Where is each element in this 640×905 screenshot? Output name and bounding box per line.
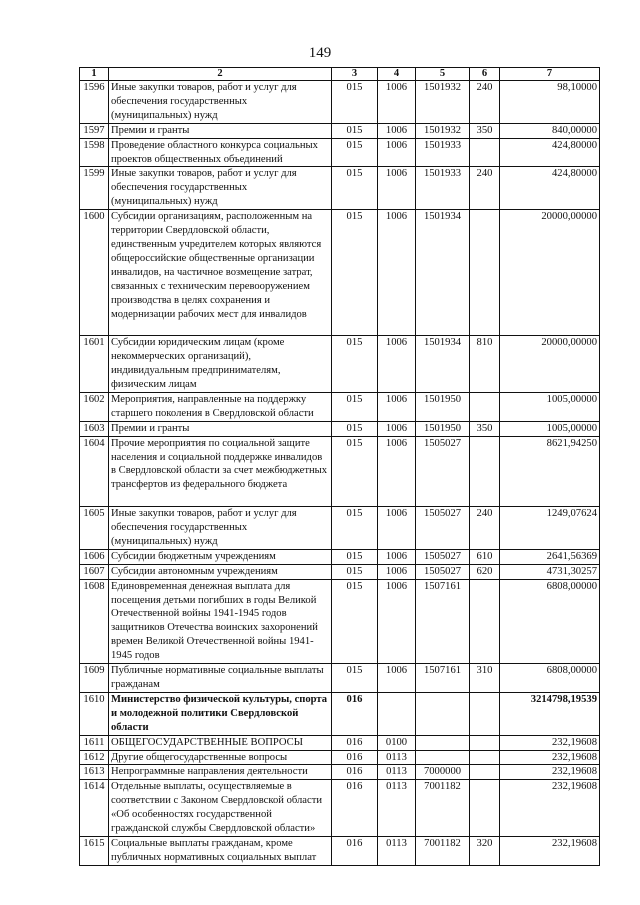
table-row xyxy=(80,436,600,507)
row-expense-type-code xyxy=(470,750,500,765)
row-name: Единовременная денежная выплата для посещения детьми погибших в годы Великой Отечественной войны 1941-1945 годов защитников Отечества воинских захоронений времен Великой Отечественной войны 1941-1945 годов xyxy=(109,579,332,663)
row-name: Отдельные выплаты, осуществляемые в соответствии с Законом Свердловской области «Об особенностях государственной гражданской службы Свердловской области» xyxy=(109,780,332,837)
row-name: Субсидии автономным учреждениям xyxy=(109,564,332,579)
row-target-code: 7001182 xyxy=(416,780,470,837)
row-target-code xyxy=(416,735,470,750)
table-row xyxy=(80,750,600,765)
row-expense-type-code: 240 xyxy=(470,81,500,124)
row-ministry-code: 015 xyxy=(332,138,378,167)
row-number: 1601 xyxy=(80,336,109,393)
row-target-code: 7000000 xyxy=(416,765,470,780)
row-name: Субсидии бюджетным учреждениям xyxy=(109,549,332,564)
row-section-code: 1006 xyxy=(378,123,416,138)
row-name: Иные закупки товаров, работ и услуг для обеспечения государственных (муниципальных) нужд xyxy=(109,167,332,210)
row-expense-type-code: 810 xyxy=(470,336,500,393)
row-target-code xyxy=(416,692,470,735)
row-target-code: 1505027 xyxy=(416,564,470,579)
row-target-code: 7001182 xyxy=(416,836,470,865)
row-amount: 6808,00000 xyxy=(500,664,600,693)
row-expense-type-code xyxy=(470,579,500,663)
row-expense-type-code xyxy=(470,692,500,735)
row-name: Прочие мероприятия по социальной защите населения и социальной поддержке инвалидов в Свердловской области за счет межбюджетных трансфертов из федерального бюджета xyxy=(109,436,332,507)
row-expense-type-code xyxy=(470,392,500,421)
table-row xyxy=(80,81,600,124)
table-row xyxy=(80,664,600,693)
row-number: 1599 xyxy=(80,167,109,210)
row-amount: 232,19608 xyxy=(500,836,600,865)
row-amount: 20000,00000 xyxy=(500,336,600,393)
row-amount: 6808,00000 xyxy=(500,579,600,663)
row-target-code: 1501934 xyxy=(416,210,470,336)
row-amount: 424,80000 xyxy=(500,167,600,210)
table-row xyxy=(80,392,600,421)
row-target-code: 1501932 xyxy=(416,123,470,138)
table-row xyxy=(80,336,600,393)
row-target-code: 1501934 xyxy=(416,336,470,393)
row-ministry-code: 015 xyxy=(332,421,378,436)
row-number: 1605 xyxy=(80,507,109,550)
row-ministry-code: 015 xyxy=(332,210,378,336)
row-name: ОБЩЕГОСУДАРСТВЕННЫЕ ВОПРОСЫ xyxy=(109,735,332,750)
table-row xyxy=(80,549,600,564)
row-amount: 232,19608 xyxy=(500,735,600,750)
row-expense-type-code xyxy=(470,735,500,750)
table-row xyxy=(80,692,600,735)
row-name: Премии и гранты xyxy=(109,123,332,138)
row-target-code: 1505027 xyxy=(416,507,470,550)
row-section-code: 0113 xyxy=(378,780,416,837)
row-expense-type-code xyxy=(470,780,500,837)
row-amount: 4731,30257 xyxy=(500,564,600,579)
row-section-code: 0100 xyxy=(378,735,416,750)
budget-table xyxy=(79,67,600,866)
table-row xyxy=(80,579,600,663)
row-number: 1600 xyxy=(80,210,109,336)
row-target-code: 1507161 xyxy=(416,579,470,663)
row-number: 1602 xyxy=(80,392,109,421)
row-amount: 98,10000 xyxy=(500,81,600,124)
row-expense-type-code xyxy=(470,765,500,780)
row-section-code: 1006 xyxy=(378,436,416,507)
row-section-code: 0113 xyxy=(378,765,416,780)
row-number: 1608 xyxy=(80,579,109,663)
row-ministry-code: 015 xyxy=(332,336,378,393)
header-col-1: 1 xyxy=(80,68,109,81)
row-number: 1610 xyxy=(80,692,109,735)
page-number: 149 xyxy=(308,45,332,61)
row-ministry-code: 015 xyxy=(332,549,378,564)
row-target-code: 1501933 xyxy=(416,138,470,167)
row-ministry-code: 015 xyxy=(332,392,378,421)
row-section-code: 1006 xyxy=(378,81,416,124)
row-target-code xyxy=(416,750,470,765)
row-number: 1603 xyxy=(80,421,109,436)
row-target-code: 1501950 xyxy=(416,392,470,421)
header-row xyxy=(80,68,600,81)
row-ministry-code: 015 xyxy=(332,507,378,550)
row-name: Субсидии организациям, расположенным на территории Свердловской области, единственным учредителем которых являются общероссийские общественные организации инвалидов, на частичное возмещение затрат, связанных с техническим перевооружением производства в целях сохранения и модернизации рабочих мест для инвалидов xyxy=(109,210,332,336)
header-col-7: 7 xyxy=(500,68,600,81)
row-expense-type-code: 240 xyxy=(470,507,500,550)
table-row xyxy=(80,780,600,837)
row-ministry-code: 015 xyxy=(332,579,378,663)
table-row xyxy=(80,167,600,210)
row-amount: 232,19608 xyxy=(500,765,600,780)
row-name: Министерство физической культуры, спорта и молодежной политики Свердловской области xyxy=(109,692,332,735)
row-section-code: 1006 xyxy=(378,138,416,167)
row-number: 1606 xyxy=(80,549,109,564)
row-number: 1613 xyxy=(80,765,109,780)
row-ministry-code: 016 xyxy=(332,836,378,865)
header-col-3: 3 xyxy=(332,68,378,81)
row-section-code: 1006 xyxy=(378,664,416,693)
row-amount: 1005,00000 xyxy=(500,421,600,436)
table-row xyxy=(80,836,600,865)
row-section-code: 1006 xyxy=(378,579,416,663)
row-name: Публичные нормативные социальные выплаты гражданам xyxy=(109,664,332,693)
row-number: 1604 xyxy=(80,436,109,507)
row-section-code: 1006 xyxy=(378,336,416,393)
row-target-code: 1501932 xyxy=(416,81,470,124)
row-number: 1612 xyxy=(80,750,109,765)
row-section-code: 1006 xyxy=(378,392,416,421)
table-row xyxy=(80,564,600,579)
row-ministry-code: 015 xyxy=(332,436,378,507)
row-target-code: 1501950 xyxy=(416,421,470,436)
row-section-code: 1006 xyxy=(378,549,416,564)
row-section-code: 1006 xyxy=(378,507,416,550)
table-row xyxy=(80,765,600,780)
row-amount: 232,19608 xyxy=(500,750,600,765)
table-row xyxy=(80,507,600,550)
row-expense-type-code xyxy=(470,436,500,507)
row-name: Субсидии юридическим лицам (кроме некоммерческих организаций), индивидуальным предпринимателям, физическим лицам xyxy=(109,336,332,393)
row-target-code: 1505027 xyxy=(416,436,470,507)
row-name: Иные закупки товаров, работ и услуг для обеспечения государственных (муниципальных) нужд xyxy=(109,507,332,550)
header-col-6: 6 xyxy=(470,68,500,81)
row-target-code: 1501933 xyxy=(416,167,470,210)
row-section-code: 1006 xyxy=(378,564,416,579)
row-amount: 840,00000 xyxy=(500,123,600,138)
row-section-code: 1006 xyxy=(378,167,416,210)
row-ministry-code: 016 xyxy=(332,735,378,750)
row-name: Иные закупки товаров, работ и услуг для обеспечения государственных (муниципальных) нужд xyxy=(109,81,332,124)
row-expense-type-code: 350 xyxy=(470,123,500,138)
row-amount: 232,19608 xyxy=(500,780,600,837)
row-name: Другие общегосударственные вопросы xyxy=(109,750,332,765)
row-section-code: 1006 xyxy=(378,210,416,336)
row-target-code: 1507161 xyxy=(416,664,470,693)
row-amount: 3214798,19539 xyxy=(500,692,600,735)
row-number: 1615 xyxy=(80,836,109,865)
row-name: Проведение областного конкурса социальных проектов общественных объединений xyxy=(109,138,332,167)
row-ministry-code: 015 xyxy=(332,167,378,210)
row-ministry-code: 015 xyxy=(332,123,378,138)
row-expense-type-code: 350 xyxy=(470,421,500,436)
header-col-4: 4 xyxy=(378,68,416,81)
header-col-2: 2 xyxy=(109,68,332,81)
table-row xyxy=(80,138,600,167)
table-row xyxy=(80,210,600,336)
row-ministry-code: 015 xyxy=(332,81,378,124)
row-expense-type-code: 320 xyxy=(470,836,500,865)
row-ministry-code: 016 xyxy=(332,692,378,735)
row-number: 1609 xyxy=(80,664,109,693)
row-ministry-code: 016 xyxy=(332,750,378,765)
table-row xyxy=(80,123,600,138)
row-ministry-code: 016 xyxy=(332,780,378,837)
row-section-code: 0113 xyxy=(378,836,416,865)
row-expense-type-code: 610 xyxy=(470,549,500,564)
table-row xyxy=(80,421,600,436)
header-col-5: 5 xyxy=(416,68,470,81)
row-number: 1598 xyxy=(80,138,109,167)
row-expense-type-code xyxy=(470,138,500,167)
row-name: Социальные выплаты гражданам, кроме публичных нормативных социальных выплат xyxy=(109,836,332,865)
row-target-code: 1505027 xyxy=(416,549,470,564)
row-section-code xyxy=(378,692,416,735)
row-ministry-code: 015 xyxy=(332,564,378,579)
row-expense-type-code: 240 xyxy=(470,167,500,210)
row-ministry-code: 016 xyxy=(332,765,378,780)
row-ministry-code: 015 xyxy=(332,664,378,693)
row-amount: 424,80000 xyxy=(500,138,600,167)
row-amount: 1249,07624 xyxy=(500,507,600,550)
row-section-code: 0113 xyxy=(378,750,416,765)
row-amount: 8621,94250 xyxy=(500,436,600,507)
row-number: 1596 xyxy=(80,81,109,124)
row-name: Мероприятия, направленные на поддержку старшего поколения в Свердловской области xyxy=(109,392,332,421)
row-number: 1614 xyxy=(80,780,109,837)
row-number: 1597 xyxy=(80,123,109,138)
table-row xyxy=(80,735,600,750)
row-amount: 2641,56369 xyxy=(500,549,600,564)
row-amount: 1005,00000 xyxy=(500,392,600,421)
row-expense-type-code xyxy=(470,210,500,336)
row-section-code: 1006 xyxy=(378,421,416,436)
row-expense-type-code: 620 xyxy=(470,564,500,579)
row-number: 1611 xyxy=(80,735,109,750)
row-expense-type-code: 310 xyxy=(470,664,500,693)
row-amount: 20000,00000 xyxy=(500,210,600,336)
row-name: Премии и гранты xyxy=(109,421,332,436)
row-name: Непрограммные направления деятельности xyxy=(109,765,332,780)
row-number: 1607 xyxy=(80,564,109,579)
